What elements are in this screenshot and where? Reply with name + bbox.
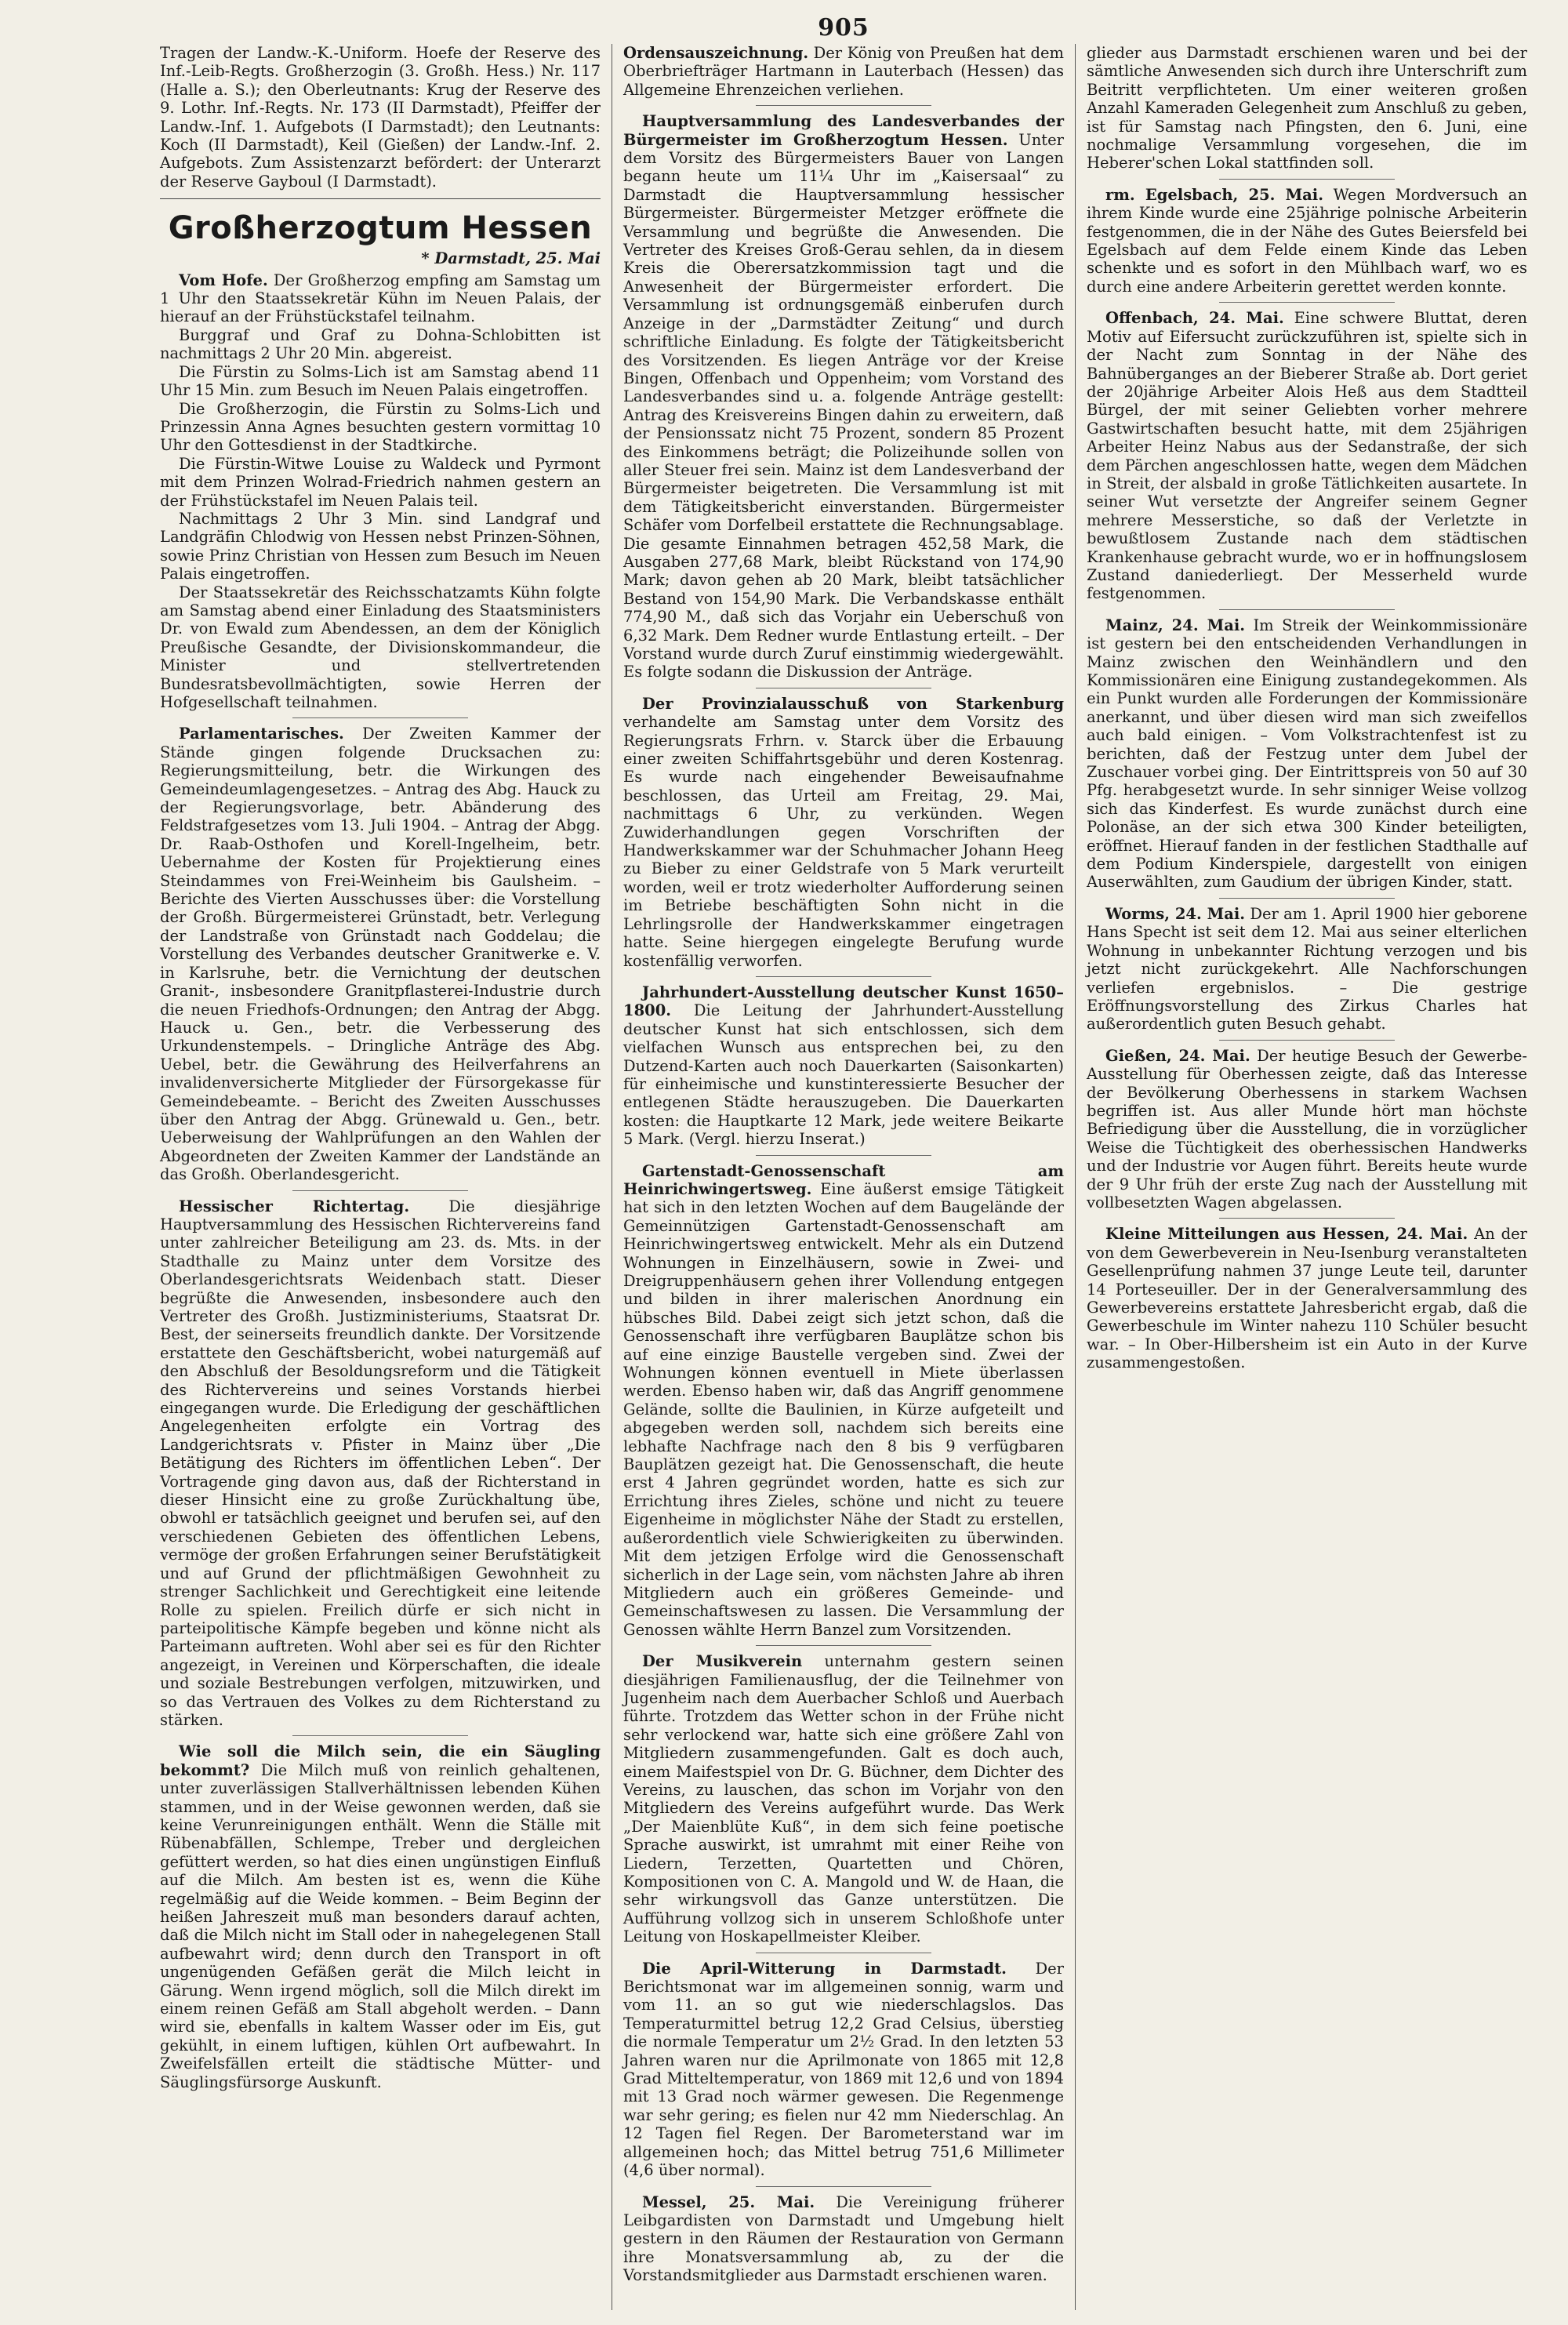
article-text: Wegen Mordversuch an ihrem Kinde wurde eine 25jährige polnische Arbeiterin festgenommen, die in der Nähe des Gutes Beiersfeld bei Egelsbach auf dem Felde einem Kinde das Leben schenkte und es sofort in den Mühlbach warf, wo es durch eine andere Arbeiterin gerettet werden konnte. [1087,185,1527,296]
article-paragraph [160,510,601,583]
article-text: Die diesjährige Hauptversammlung des Hessischen Richtervereins fand unter zahlreicher Beteiligung am 23. ds. Mts. in der Stadthalle zu Mainz unter dem Vorsitze des Oberlandesgerichtsrats Weidenbach statt. Dieser begrüßte die Anwesenden, insbesondere auch den Vertreter des Großh. Justizministeriums, Staatsrat Dr. Best, der seinerseits freundlich dankte. Der Vorsitzende erstattete den Geschäftsbericht, wobei naturgemäß auf den Abschluß der Besoldungsreform und die Tätigkeit des Richtervereins und seines Vorstands hierbei eingegangen wurde. Die Erledigung der geschäftlichen Angelegenheiten erfolgte ein Vortrag des Landgerichtsrats v. Pfister in Mainz über „Die Betätigung des Richters im öffentlichen Leben“. Der Vortragende ging davon aus, daß der Richterstand in dieser Hinsicht eine zu große Zurückhaltung übe, obwohl er tatsächlich geeignet und berufen sei, auf den verschiedenen Gebieten des öffentlichen Lebens, vermöge der großen Erfahrungen seiner Berufstätigkeit und auf Grund der pflichtmäßigen Gewohnheit zu strenger Sachlichkeit und Gerechtigkeit eine leitende Rolle zu spielen. Freilich dürfe er sich nicht in parteipolitische Kämpfe begeben und könne nicht als Parteimann auftreten. Wohl aber sei es für den Richter angezeigt, in Vereinen und Körperschaften, die ideale und soziale Bestrebungen verfolgen, mitzuwirken, und so das Vertrauen des Volkes zu dem Richterstand zu stärken. [160,1197,601,1729]
article-paragraph [1087,1047,1527,1212]
article-text: Der am 1. April 1900 hier geborene Hans Specht ist seit dem 12. Mai aus seiner elterlichen Wohnung in unbekannter Richtung verzogen und bis jetzt nicht zurückgekehrt. Alle Nachforschungen verliefen ergebnislos. – Die gestrige Eröffnungsvorstellung des Zirkus Charles hat außerordentlich guten Besuch gehabt. [1087,904,1527,1034]
article-headline: Messel, 25. Mai. [642,2192,815,2211]
article-paragraph [623,1162,1064,1640]
article-paragraph [160,326,601,363]
article-headline: rm. Egelsbach, 25. Mai. [1105,185,1323,204]
article-paragraph [160,363,601,400]
article-text: Die Fürstin-Witwe Louise zu Waldeck und Pyrmont mit dem Prinzen Wolrad-Friedrich nahmen gestern an der Frühstückstafel im Neuen Palais teil. [160,454,601,510]
article-text: An der von dem Gewerbeverein in Neu-Isenburg veranstalteten Gesellenprüfung nahmen 37 junge Leute teil, darunter 14 Porteseuiller. Der in der Generalversammlung des Gewerbevereins erstattete Jahresbericht ergab, daß die Gewerbeschule im Winter nahezu 110 Schüler besucht war. – In Ober-Hilbersheim ist ein Auto in der Kurve zusammengestoßen. [1087,1225,1527,1372]
article-divider [1219,179,1396,180]
article-paragraph [623,695,1064,970]
article-paragraph [160,44,601,191]
article-paragraph [623,2193,1064,2285]
article-text: glieder aus Darmstadt erschienen waren und bei der sämtliche Anwesenden sich durch ihre Unterschrift zum Beitritt verpflichteten. Um einer weiteren großen Anzahl Kameraden Gelegenheit zum Anschluß zu geben, ist für Samstag nach Pfingsten, den 6. Juni, eine nochmalige Versammlung vorgesehen, die im Heberer'schen Lokal stattfinden soll. [1087,44,1527,173]
article-headline: Ordensauszeichnung. [623,44,809,62]
article-paragraph [1087,309,1527,603]
article-divider [756,2186,932,2187]
article-headline: Worms, 24. Mai. [1105,904,1246,923]
article-text: Unter dem Vorsitz des Bürgermeisters Bauer von Langen begann heute um 11¼ Uhr im „Kaisersaal“ zu Darmstadt die Hauptversammlung hessischer Bürgermeister. Bürgermeister Metzger eröffnete die Versammlung und begrüßte die Anwesenden. Die Vertreter des Kreises Groß-Gerau sehlen, da in diesem Kreis die Oberersatzkommission tagt und die Anwesenheit der Bürgermeister erfordert. Die Versammlung ist ordnungsgemäß einberufen durch Anzeige in der „Darmstädter Zeitung“ und durch schriftliche Einladung. Es folgte der Tätigkeitsbericht des Vorsitzenden. Es liegen Anträge vor der Kreise Bingen, Offenbach und Oppenheim; vom Vorstand des Landesverbandes sind u. a. folgende Anträge gestellt: Antrag des Kreisvereins Bingen dahin zu erweitern, daß der Pensionssatz nicht 75 Prozent, sondern 85 Prozent des Einkommens beträgt; die Polizeihunde sollen von aller Steuer frei sein. Mainz ist dem Landesverband der Bürgermeister beigetreten. Die Versammlung ist mit dem Tätigkeitsbericht einverstanden. Bürgermeister Schäfer vom Dorfelbeil erstattete die Rechnungsablage. Die gesamte Einnahmen betragen 452,58 Mark, die Ausgaben 277,68 Mark, bleibt Rückstand von 174,90 Mark; davon gehen ab 20 Mark, bleibt tatsächlicher Bestand von 154,90 Mark. Die Verbandskasse enthält 774,90 M., daß sich das Vorjahr ein Ueberschuß von 6,32 Mark. Dem Redner wurde Entlastung erteilt. – Der Vorstand wurde durch Zuruf einstimmig wiedergewählt. Es folgte sodann die Diskussion der Anträge. [623,130,1064,681]
article-text: Eine äußerst emsige Tätigkeit hat sich in den letzten Wochen auf dem Baugelände der Gemeinnützigen Gartenstadt-Genossenschaft am Heinrichwingertsweg entwickelt. Mehr als ein Dutzend Wohnungen in Einzelhäusern, sowie in Zwei- und Dreigruppenhäusern gehen ihrer Vollendung entgegen und bilden in ihrer malerischen Anordnung ein hübsches Bild. Dabei zeigt sich jetzt schon, daß die Genossenschaft ihre verfügbaren Bauplätze schon bis auf eine einzige Baustelle vergeben sind. Zwei der Wohnungen können eventuell in Miete überlassen werden. Ebenso haben wir, daß das Angriff genommene Gelände, sollte die Baulinien, in Kürze aufgeteilt und abgegeben werden soll, nachdem sich bereits eine lebhafte Nachfrage nach den 8 bis 9 verfügbaren Bauplätzen gezeigt hat. Die Genossenschaft, die heute erst 4 Jahren gegründet worden, hatte es sich zur Errichtung ihres Zieles, schöne und nicht zu teuere Eigenheime in möglichster Nähe der Stadt zu erstellen, außerordentlich viele Schwierigkeiten zu überwinden. Mit dem jetzigen Erfolge wird die Genossenschaft sicherlich in der Lage sein, vom nächsten Jahre ab ihren Mitgliedern auch ein größeres Gemeinde- und Gemeinschaftswesen zu lassen. Die Versammlung der Genossen wählte Herrn Banzel zum Vorsitzenden. [623,1179,1064,1639]
article-divider [1219,898,1396,899]
article-divider [292,1735,469,1736]
article-headline: Jahrhundert-Ausstellung deutscher Kunst 1650–1800. [623,983,1064,1020]
article-divider [1219,1040,1396,1041]
article-divider [1219,1218,1396,1219]
article-paragraph [1087,616,1527,892]
article-paragraph [623,1960,1064,2180]
article-paragraph [160,1197,601,1730]
article-text: Die Fürstin zu Solms-Lich ist am Samstag abend 11 Uhr 15 Min. zum Besuch im Neuen Palais eingetroffen. [160,362,601,400]
article-headline: Gartenstadt-Genossenschaft am Heinrichwingertsweg. [623,1161,1064,1198]
article-text: Die Leitung der Jahrhundert-Ausstellung deutscher Kunst hat sich entschlossen, sich dem vielfachen Wunsch aus entsprechen bei, zu den Dutzend-Karten auch noch Dauerkarten (Saisonkarten) für einheimische und kunstinteressierte Besucher der entlegenen Städte herauszugeben. Die Dauerkarten kosten: die Hauptkarte 12 Mark, jede weitere Beikarte 5 Mark. (Vergl. hierzu Inserat.) [623,1001,1065,1149]
article-divider [292,717,469,718]
article-headline: Mainz, 24. Mai. [1105,616,1246,634]
article-text: Der Berichtsmonat war im allgemeinen sonnig, warm und vom 11. an so gut wie niederschlagslos. Das Temperaturmittel betrug 12,2 Grad Celsius, überstieg die normale Temperatur um 2½ Grad. In den letzten 53 Jahren waren nur die Aprilmonate von 1865 mit 12,8 Grad Mitteltemperatur, von 1869 mit 12,6 und von 1894 mit 13 Grad noch wärmer gewesen. Die Regenmenge war sehr gering; es fielen nur 42 mm Niederschlag. An 12 Tagen fiel Regen. Der Barometerstand war im allgemeinen hoch; das Mittel betrug 751,6 Millimeter (4,6 über normal). [623,1959,1064,2180]
article-divider [756,976,932,977]
article-paragraph [160,455,601,510]
article-headline: Offenbach, 24. Mai. [1105,309,1284,328]
article-headline: Die April-Witterung in Darmstadt. [642,1959,1007,1978]
section-rule [160,198,601,199]
column-2 [612,44,1075,2310]
article-headline: Gießen, 24. Mai. [1105,1046,1250,1065]
article-text: Tragen der Landw.-K.-Uniform. Hoefe der Reserve des Inf.-Leib-Regts. Großherzogin (3. Großh. Hess.) Nr. 117 (Halle a. S.); den Oberleutnants: Krug der Reserve des 9. Lothr. Inf.-Regts. Nr. 173 (II Darmstadt), Pfeiffer der Landw.-Inf. 1. Aufgebots (I Darmstadt); den Leutnants: Koch (II Darmstadt), Keil (Gießen) der Landw.-Inf. 2. Aufgebots. Zum Assistenzarzt befördert: der Unterarzt der Reserve Gayboul (I Darmstadt). [160,44,601,191]
article-text: Der Staatssekretär des Reichsschatzamts Kühn folgte am Samstag abend einer Einladung des Staatsministers Dr. von Ewald zum Abendessen, an dem der Königlich Preußische Gesandte, der Divisionskommandeur, die Minister und stellvertretenden Bundesratsbevollmächtigten, sowie Herren der Hofgesellschaft teilnahmen. [160,583,601,711]
page-number: 905 [818,14,869,42]
article-text: Der Zweiten Kammer der Stände gingen folgende Drucksachen zu: Regierungsmitteilung, betr. die Wirkungen des Gemeindeumlagengesetzes. – Antrag des Abg. Hauck zu der Regierungsvorlage, betr. Abänderung des Feldstrafgesetzes vom 13. Juli 1904. – Antrag der Abgg. Dr. Raab-Osthofen und Korell-Ingelheim, betr. Uebernahme der Kosten für Projektierung eines Steindammes von Frei-Weinheim bis Gaulsheim. – Berichte des Vierten Ausschusses über: die Vorstellung der Großh. Bürgermeisterei Grünstadt, betr. Verlegung der Landstraße von Grünstadt nach Goddelau; die Vorstellung des Verbandes deutscher Granitwerke e. V. in Karlsruhe, betr. die Vernichtung der deutschen Granit-, insbesondere Granitpflasterei-Industrie durch die neuen Friedhofs-Ordnungen; den Antrag der Abgg. Hauck u. Gen., betr. die Verbesserung des Urkundenstempels. – Dringliche Anträge des Abg. Uebel, betr. die Gewährung des Heilverfahrens an invalidenversicherte Mitglieder der Fürsorgekasse für Gemeindebeamte. – Bericht des Zweiten Ausschusses über den Antrag der Abgg. Grünewald u. Gen., betr. Ueberweisung der Wahlprüfungen an den Wahlen der Abgeordneten der Zweiten Kammer der Landstände an das Großh. Oberlandesgericht. [160,725,601,1184]
section-heading: Großherzogtum Hessen [168,210,593,247]
article-paragraph [160,400,601,455]
article-paragraph [160,1742,601,2091]
article-divider [756,1155,932,1156]
article-paragraph [623,112,1064,681]
article-headline: Der Musikverein [642,1652,803,1671]
article-paragraph [160,271,601,326]
article-paragraph [623,44,1064,99]
article-paragraph [1087,1225,1527,1371]
article-text: Die Vereinigung früherer Leibgardisten von Darmstadt und Umgebung hielt gestern in den Räumen der Restauration von Germann ihre Monatsversammlung ab, zu der die Vorstandsmitglieder aus Darmstadt erschienen waren. [623,2192,1064,2285]
article-text: Nachmittags 2 Uhr 3 Min. sind Landgraf und Landgräfin Chlodwig von Hessen nebst Prinzen-Söhnen, sowie Prinz Christian von Hessen zum Besuch im Neuen Palais eingetroffen. [160,509,601,583]
column-1 [149,44,612,2310]
article-text: Die Milch muß von reinlich gehaltenen, unter zuverlässigen Stallverhältnissen lebenden Kühen stammen, und in der Weise gewonnen werden, daß sie keine Verunreinigungen enthält. Wenn die Ställe mit Rübenabfällen, Schlempe, Treber und dergleichen gefüttert werden, so hat dies einen ungünstigen Einfluß auf die Milch. Am besten ist es, wenn die Kühe regelmäßig auf die Weide kommen. – Beim Beginn der heißen Jahreszeit muß man besonders darauf achten, daß die Milch nicht im Stall oder in nahegelegenen Stall aufbewahrt wird; denn durch den Transport in oft ungenügenden Gefäßen gerät die Milch leicht in Gärung. Wenn irgend möglich, soll die Milch direkt im einem reinen Gefäß am Stall abgeholt werden. – Dann wird sie, ebenfalls in kaltem Wasser oder im Eis, gut gekühlt, in einem luftigen, kühlen Ort aufbewahrt. In Zweifelsfällen erteilt die städtische Mütter- und Säuglingsfürsorge Auskunft. [160,1760,601,2091]
article-paragraph [1087,905,1527,1034]
columns [149,44,1538,2310]
article-text: Eine schwere Bluttat, deren Motiv auf Eifersucht zurückzuführen ist, spielte sich in der Nacht zum Sonntag in der Nähe des Bahnüberganges an der Bieberer Straße ab. Dort geriet der 20jährige Arbeiter Alois Heß aus dem Stadtteil Bürgel, der mit seiner Geliebten vorher mehrere Gastwirtschaften besucht hatte, mit dem 25jährigen Arbeiter Heinz Nabus aus der Sedanstraße, der sich dem Pärchen angeschlossen hatte, wegen dem Mädchen in Streit, der alsbald in große Tätlichkeiten ausartete. In seiner Wut versetzte der Angreifer seinem Gegner mehrere Messerstiche, so daß der Verletzte in bewußtlosem Zustande nach dem städtischen Krankenhause gebracht wurde, wo er in hoffnungslosem Zustand daniederliegt. Der Messerheld wurde festgenommen. [1087,309,1528,603]
article-text: unternahm gestern seinen diesjährigen Familienausflug, der die Teilnehmer von Jugenheim nach dem Auerbacher Schloß und Auerbach führte. Trotzdem das Wetter schon in der Frühe nicht sehr verlockend war, hatte sich eine größere Zahl von Mitgliedern zusammengefunden. Galt es doch auch, einem Maifestspiel von Dr. G. Büchner, dem Dichter des Vereins, zu lauschen, das schon im Vorjahr von den Mitgliedern des Vereins aufgeführt wurde. Das Werk „Der Maienblüte Kuß“, in dem sich feine poetische Sprache auswirkt, ist umrahmt mit einer Reihe von Liedern, Terzetten, Quartetten und Chören, Kompositionen von C. A. Mangold und W. de Haan, die sehr wirkungsvoll das Ganze unterstützen. Die Aufführung vollzog sich in unserem Schloßhofe unter Leitung von Hoskapellmeister Kleiber. [623,1652,1064,1946]
article-text: verhandelte am Samstag unter dem Vorsitz des Regierungsrats Frhrn. v. Starck über die Erbauung einer zweiten Schiffahrtsgebühr und deren Kostenrag. Es wurde nach eingehender Beweisaufnahme beschlossen, das Urteil am Freitag, 29. Mai, nachmittags 6 Uhr, zu verkünden. Wegen Zuwiderhandlungen gegen Vorschriften der Handwerkskammer war der Schuhmacher Johann Heeg zu Bieber zu einer Geldstrafe von 5 Mark verurteilt worden, weil er trotz wiederholter Aufforderung seinen im Betriebe beschäftigten Sohn nicht in die Lehrlingsrolle der Handwerkskammer eingetragen hatte. Seine hiergegen eingelegte Berufung wurde kostenfällig verworfen. [623,713,1064,970]
article-text: Burggraf und Graf zu Dohna-Schlobitten ist nachmittags 2 Uhr 20 Min. abgereist. [160,325,601,363]
dateline: * Darmstadt, 25. Mai [421,249,601,268]
article-divider [292,1190,469,1191]
article-headline: Parlamentarisches. [179,725,344,743]
article-paragraph [1087,44,1527,173]
article-paragraph [1087,186,1527,296]
article-text: Im Streik der Weinkommissionäre ist gestern bei den entscheidenden Verhandlungen in Mainz zwischen den Weinhändlern und den Kommissionären eine Einigung zustandegekommen. Als ein Punkt wurden alle Forderungen der Kommissionäre anerkannt, und über diesen wird man sich zweifellos auch bald einigen. – Vom Volkstrachtenfest ist zu berichten, daß der Festzug unter dem Jubel der Zuschauer vorbei ging. Der Eintrittspreis von 50 auf 30 Pfg. herabgesetzt wurde. In sehr sinniger Weise vollzog sich das Kinderfest. Es wurde zunächst durch eine Polonäse, an der sich etwa 300 Kinder beteiligten, eröffnet. Hierauf fanden in der festlichen Stadthalle auf dem Podium Kinderspiele, dargestellt von einigen Auserwählten, zum Gaudium der übrigen Kinder, statt. [1087,616,1528,892]
article-text: Der heutige Besuch der Gewerbe-Ausstellung für Oberhessen zeigte, daß das Interesse der Bevölkerung Oberhessens in starkem Wachsen begriffen ist. Aus aller Munde hört man höchste Befriedigung über die Ausstellung, die in vorzüglicher Weise die Tüchtigkeit des oberhessischen Handwerks und der Industrie vor Augen führt. Bereits heute wurde der 9 Uhr früh der erste Zug nach der Ausstellung mit vollbesetzten Wagen abgelassen. [1087,1046,1528,1212]
article-divider [756,105,932,106]
article-text: Der König von Preußen hat dem Oberbriefträger Hartmann in Lauterbach (Hessen) das Allgemeine Ehrenzeichen verliehen. [623,44,1064,99]
column-3 [1075,44,1538,2310]
article-paragraph [623,983,1064,1149]
article-divider [756,1645,932,1646]
article-text: Die Großherzogin, die Fürstin zu Solms-Lich und Prinzessin Anna Agnes besuchten gestern vormittag 10 Uhr den Gottesdienst in der Stadtkirche. [160,399,601,455]
article-paragraph [623,1652,1064,1946]
article-headline: Der Provinzialausschuß von Starkenburg [642,694,1064,713]
article-headline: Vom Hofe. [179,271,268,289]
article-divider [1219,609,1396,610]
article-paragraph [160,583,601,712]
article-text: Der Großherzog empfing am Samstag um 1 Uhr den Staatssekretär Kühn im Neuen Palais, der hierauf an der Frühstückstafel teilnahm. [160,271,601,326]
article-headline: Kleine Mitteilungen aus Hessen, 24. Mai. [1105,1225,1468,1244]
article-paragraph [160,725,601,1183]
article-headline: Hessischer Richtertag. [179,1197,410,1215]
article-headline: Hauptversammlung des Landesverbandes der Bürgermeister im Großherzogtum Hessen. [623,112,1064,149]
article-divider [1219,302,1396,303]
article-headline: Wie soll die Milch sein, die ein Säugling bekommt? [160,1742,601,1779]
